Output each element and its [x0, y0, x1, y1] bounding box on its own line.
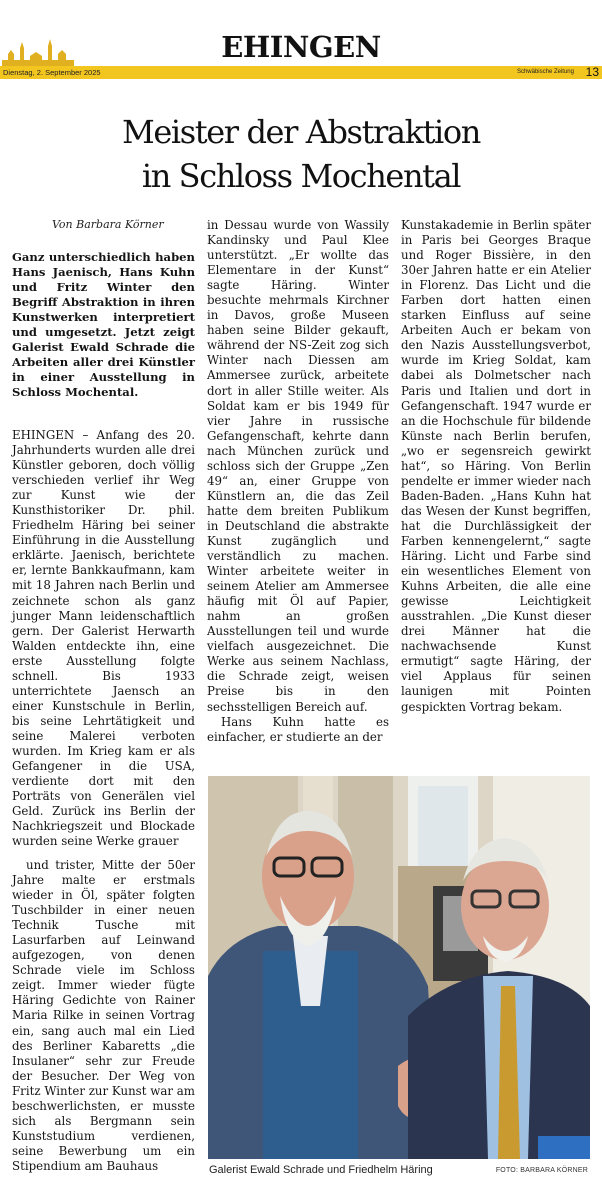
- body-paragraph: Kunstakademie in Berlin später in Paris bei Georges Braque und Roger Bissière, in den 30er Jahren hatte er ein Atelier in Florenz. Das Licht und die Farben dort hatten einen starken Einfluss auf seine Arbeiten Auch er bekam von den Nazis Ausstellungsverbot, wurde im Krieg Soldat, kam dabei als Dolmetscher nach Paris und Italien und dort in Gefangenschaft. 1947 wurde er an die Hochschule für bildende Künste nach Berlin berufen, „wo er segensreich gewirkt hat“, so Häring. Von Berlin pendelte er immer wieder nach Baden-Baden. „Hans Kuhn hat das Wesen der Kunst begriffen, hat die Durchlässigkeit der Farben kennengelernt,“ sagte Häring. Licht und Farbe sind ein wesentliches Element von Kuhns Arbeiten, die alle eine gewisse Leichtigkeit ausstrahlen. „Die Kunst dieser drei Männer hat die nachwachsende Kunst ermutigt“ sagte Häring, der viel Applaus für seinen launigen mit Pointen gespickten Vortrag bekam.: [401, 218, 591, 714]
- headline-line-2: in Schloss Mochental: [141, 157, 461, 195]
- column-1-bottom: [12, 858, 195, 1174]
- body-paragraph: Hans Kuhn hatte es einfacher, er studierte an der: [207, 714, 389, 744]
- photo-caption: Galerist Ewald Schrade und Friedhelm Häring: [209, 1164, 433, 1176]
- photo-credit: FOTO: BARBARA KÖRNER: [495, 1167, 588, 1174]
- column-3: [401, 218, 591, 715]
- lead-paragraph: Ganz unterschiedlich haben Hans Jaenisch, Hans Kuhn und Fritz Winter den Begriff Abstraktion in ihren Kunstwerken interpretiert und umgesetzt. Jetzt zeigt Galerist Ewald Schrade die Arbeiten aller drei Künstler in einer Ausstellung in Schloss Mochental.: [12, 250, 195, 400]
- section-title: EHINGEN: [221, 30, 381, 64]
- body-paragraph: EHINGEN – Anfang des 20. Jahrhunderts wurden alle drei Künstler geboren, doch völlig verschieden verlief ihr Weg zur Kunst wie der Kunsthistoriker Dr. phil. Friedhelm Häring bei seiner Einführung in die Ausstellung erklärte. Jaenisch, berichtete er, lernte Bankkaufmann, kam mit 18 Jahren nach Berlin und zeichnete schon als ganz junger Mann leidenschaftlich gern. Der Galerist Herwarth Walden entdeckte ihn, eine erste Ausstellung folgte schnell. Bis 1933 unterrichtete Jaensch an einer Kunstschule in Berlin, bis seine Lehrtätigkeit und seine Malerei verboten wurden. Im Krieg kam er als Gefangener in die USA, verdiente dort mit den Porträts von Generälen viel Geld. Zurück ins Berlin der Nachkriegszeit und Blockade wurden seine Werke grauer: [12, 428, 195, 849]
- newspaper-name: Schwäbische Zeitung: [516, 69, 574, 75]
- masthead: [0, 0, 602, 84]
- page-number: 13: [585, 65, 599, 79]
- article-photo: [208, 776, 590, 1159]
- body-paragraph: und trister, Mitte der 50er Jahre malte er erstmals wieder in Öl, später folgten Tuschbilder in einer neuen Technik Tusche mit Lasurfarben auf Leinwand aufgezogen, von denen Schrade viele im Schloss zeigt. Immer wieder fügte Häring Gedichte von Rainer Maria Rilke in seinen Vortrag ein, sang auch mal ein Lied des Berliner Kabaretts „die Insulaner“ sehr zur Freude der Besucher. Der Weg von Fritz Winter zur Kunst war am beschwerlichsten, er musste sich als Bergmann sein Kunststudium verdienen, seine Bewerbung um ein Stipendium am Bauhaus: [12, 858, 195, 1173]
- column-1-top: [12, 428, 195, 849]
- column-2: [207, 218, 389, 745]
- byline: Von Barbara Körner: [52, 218, 164, 231]
- body-paragraph: in Dessau wurde von Wassily Kandinsky und Paul Klee unterstützt. „Er wollte das Elementare in der Kunst“ sagte Häring. Winter besuchte mehrmals Kirchner in Davos, große Museen haben seine Bilder gekauft, während der NS-Zeit zog sich Winter nach Diessen am Ammersee zurück, arbeitete dort in aller Stille weiter. Als Soldat kam er bis 1949 für vier Jahre in russische Gefangenschaft, kehrte dann nach München zurück und schloss sich der Gruppe „Zen 49“ an, einer Gruppe von Künstlern an, die das Zeil hatte dem breiten Publikum in Deutschland die abstrakte Kunst zugänglich und verständlich zu machen. Winter arbeitete weiter in seinem Atelier am Ammersee häufig mit Öl auf Papier, nahm an großen Ausstellungen teil und wurde vielfach ausgezeichnet. Die Werke aus seinem Nachlass, die Schrade zeigt, weisen Preise bis in den sechsstelligen Bereich auf.: [207, 218, 389, 714]
- issue-date: Dienstag, 2. September 2025: [3, 68, 101, 77]
- photo-illustration: [208, 776, 590, 1159]
- headline-line-1: Meister der Abstraktion: [122, 113, 480, 151]
